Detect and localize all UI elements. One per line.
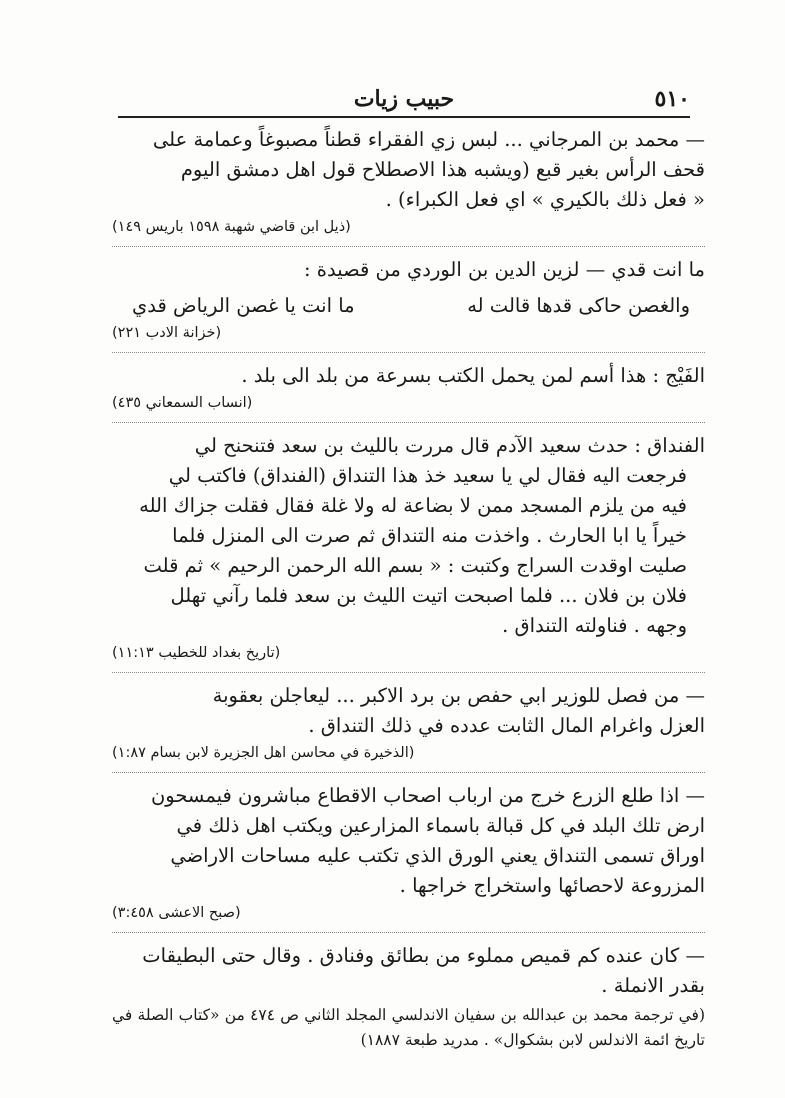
- text-line: فرجعت اليه فقال لي يا سعيد خذ هذا التنداق (الفنداق) فاكتب لي: [168, 464, 687, 487]
- text-line: خيراً يا ابا الحارث . واخذت منه التنداق ثم صرت الى المنزل فلما: [172, 524, 687, 547]
- citation: (خزانة الادب ٢٢١): [112, 325, 222, 341]
- text-line: المزروعة لاحصائها واستخراج خراجها .: [399, 874, 705, 897]
- running-title: حبيب زيات: [353, 86, 455, 112]
- citation: (ذيل ابن قاضي شهبة ١٥٩٨ باريس ١٤٩): [112, 219, 351, 235]
- text-line: « فعل ذلك بالكيري » اي فعل الكبراء) .: [385, 188, 705, 211]
- divider: [112, 932, 705, 933]
- page-number: ٥١٠: [654, 86, 690, 112]
- text-line: فلان بن فلان ... فلما اصبحت اتيت الليث بن سعد فلما رآني تهلل: [170, 584, 687, 607]
- divider: [112, 352, 705, 353]
- text-line: صليت اوقدت السراج وكتبت : « بسم الله الرحمن الرحيم » ثم قلت: [143, 554, 687, 577]
- divider: [112, 672, 705, 673]
- entry-qamis: [112, 941, 705, 1001]
- verse-second-hemistich: ما انت يا غصن الرياض قدي: [132, 294, 355, 317]
- text-line: — من فصل للوزير ابي حفص بن برد الاكبر ... ليعاجلن بعقوبة: [212, 684, 705, 707]
- citation: (الذخيرة في محاسن اهل الجزيرة لابن بسام ١:٨٧): [112, 745, 415, 761]
- entry-ibn-burd: [112, 681, 705, 764]
- entry-ma-anta-qaddi: [112, 255, 705, 344]
- text-line: الفَيْج : هذا أسم لمن يحمل الكتب بسرعة من بلد الى بلد .: [241, 364, 705, 387]
- text-line: اوراق تسمى التنداق يعني الورق الذي تكتب عليه مساحات الاراضي: [170, 844, 705, 867]
- text-line: الفنداق : حدث سعيد الآدم قال مررت بالليث بن سعد فتنحنح لي: [194, 434, 705, 457]
- entry-fayj: [112, 361, 705, 414]
- divider: [112, 422, 705, 423]
- entry-marjani: [112, 125, 705, 238]
- poem-verse: [112, 291, 705, 321]
- text-line: — كان عنده كم قميص مملوء من بطائق وفنادق . وقال حتى البطيقات: [142, 944, 705, 967]
- text-line: وجهه . فناولته التنداق .: [502, 614, 687, 637]
- verse-first-hemistich: والغصن حاكى قدها قالت له: [467, 294, 690, 317]
- text-line: فيه من يلزم المسجد ممن لا بضاعة له ولا غلة فقال فقلت جزاك الله: [139, 494, 687, 517]
- text-line: العزل واغرام المال الثابت عدده في ذلك التنداق .: [308, 714, 705, 737]
- citation: (تاريخ بغداد للخطيب ١١:١٣): [112, 645, 281, 661]
- footnote: (في ترجمة محمد بن عبدالله بن سفيان الاندلسي المجلد الثاني ص ٤٧٤ من «كتاب الصلة في تاريخ ائمة الاندلس لابن بشكوال» . مدريد طبعة ١٨٨٧): [112, 1006, 706, 1049]
- text-line: قحف الرأس بغير قبع (ويشبه هذا الاصطلاح قول اهل دمشق اليوم: [180, 158, 705, 181]
- text-line: — محمد بن المرجاني ... لبس زي الفقراء قطناً مصبوغاً وعمامة على: [152, 128, 705, 151]
- text-line: ارض تلك البلد في كل قبالة باسماء المزارعين ويكتب اهل ذلك في: [176, 814, 705, 837]
- entry-fandaq: [112, 431, 705, 664]
- citation: (صبح الاعشى ٣:٤٥٨): [112, 905, 241, 921]
- text-line: — اذا طلع الزرع خرج من ارباب اصحاب الاقطاع مباشرون فيمسحون: [150, 784, 705, 807]
- text-line: بقدر الانملة .: [601, 974, 705, 997]
- divider: [112, 246, 705, 247]
- divider: [112, 772, 705, 773]
- text-line: ما انت قدي — لزين الدين بن الوردي من قصيدة :: [303, 258, 705, 281]
- citation: (انساب السمعاني ٤٣٥): [112, 395, 253, 411]
- page-header: [118, 78, 690, 118]
- page-body: [112, 125, 705, 1001]
- entry-subh-al-asha: [112, 781, 705, 924]
